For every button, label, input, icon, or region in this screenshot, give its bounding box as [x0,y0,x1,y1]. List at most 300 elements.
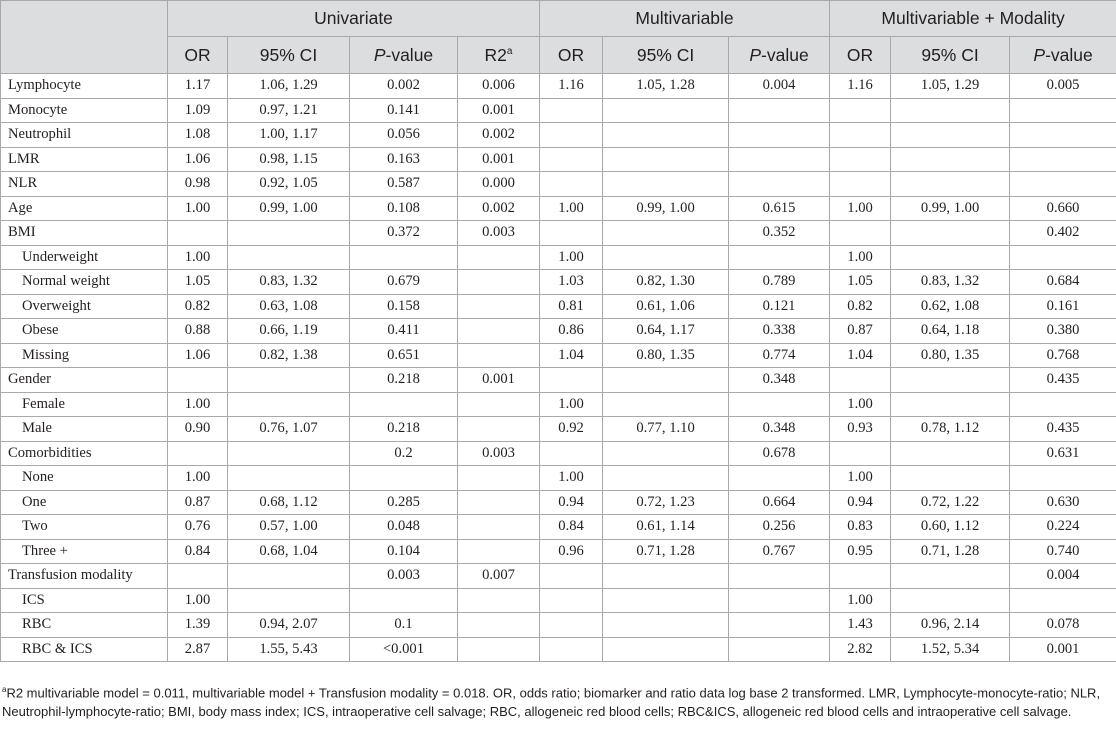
cell-uni-r2: 0.003 [458,441,540,466]
cell-mod-p: 0.004 [1010,564,1116,589]
row-label: Male [1,417,168,442]
cell-multi-ci [603,613,729,638]
cell-multi-ci [603,466,729,491]
cell-mod-p: 0.005 [1010,74,1116,99]
cell-multi-or [540,123,603,148]
cell-multi-ci [603,98,729,123]
cell-mod-or [830,221,891,246]
cell-multi-or: 0.94 [540,490,603,515]
cell-multi-p: 0.004 [729,74,830,99]
table-row [1,515,1116,540]
cell-multi-p: 0.774 [729,343,830,368]
table-row [1,147,1116,172]
table-row [1,441,1116,466]
row-label: Age [1,196,168,221]
cell-multi-p: 0.256 [729,515,830,540]
cell-mod-ci: 0.72, 1.22 [891,490,1010,515]
cell-mod-ci: 0.96, 2.14 [891,613,1010,638]
table-row [1,74,1116,99]
cell-mod-or: 1.05 [830,270,891,295]
row-label: Obese [1,319,168,344]
table-row [1,637,1116,662]
row-label: Gender [1,368,168,393]
cell-multi-or [540,172,603,197]
cell-uni-ci [228,392,350,417]
group-header-multivariable-modality: Multivariable + Modality [830,1,1116,37]
cell-mod-ci: 0.99, 1.00 [891,196,1010,221]
cell-uni-p: 0.1 [350,613,458,638]
cell-multi-or [540,98,603,123]
col-header-or: OR [540,37,603,74]
cell-mod-ci: 0.62, 1.08 [891,294,1010,319]
cell-mod-or: 0.95 [830,539,891,564]
cell-mod-or: 0.93 [830,417,891,442]
cell-mod-or: 2.82 [830,637,891,662]
cell-uni-r2 [458,588,540,613]
cell-uni-r2 [458,343,540,368]
cell-mod-ci [891,392,1010,417]
cell-mod-or: 1.00 [830,392,891,417]
table-row [1,221,1116,246]
cell-mod-ci: 0.80, 1.35 [891,343,1010,368]
cell-multi-ci [603,564,729,589]
cell-multi-ci [603,368,729,393]
cell-mod-or: 0.83 [830,515,891,540]
table-row [1,294,1116,319]
cell-uni-r2: 0.001 [458,368,540,393]
cell-uni-r2: 0.001 [458,147,540,172]
cell-mod-p [1010,123,1116,148]
cell-uni-p: 0.104 [350,539,458,564]
cell-uni-p: 0.587 [350,172,458,197]
cell-multi-ci: 0.77, 1.10 [603,417,729,442]
cell-uni-r2 [458,417,540,442]
cell-mod-or [830,98,891,123]
table-row [1,392,1116,417]
row-label: Normal weight [1,270,168,295]
cell-uni-r2 [458,515,540,540]
cell-uni-p: 0.141 [350,98,458,123]
cell-uni-r2: 0.002 [458,123,540,148]
cell-mod-or: 1.00 [830,196,891,221]
col-header-ci: 95% CI [891,37,1010,74]
cell-multi-or [540,588,603,613]
table-row [1,564,1116,589]
cell-uni-or: 2.87 [168,637,228,662]
cell-uni-or: 0.84 [168,539,228,564]
cell-mod-p: 0.684 [1010,270,1116,295]
row-label: BMI [1,221,168,246]
cell-uni-ci [228,368,350,393]
cell-uni-r2 [458,319,540,344]
cell-multi-p [729,172,830,197]
cell-multi-ci: 1.05, 1.28 [603,74,729,99]
group-header-multivariable: Multivariable [540,1,830,37]
table-row [1,196,1116,221]
cell-multi-or [540,221,603,246]
cell-multi-ci [603,172,729,197]
cell-multi-p: 0.789 [729,270,830,295]
cell-uni-or: 1.00 [168,245,228,270]
row-label: One [1,490,168,515]
cell-mod-ci [891,147,1010,172]
cell-uni-or [168,221,228,246]
cell-mod-ci: 1.52, 5.34 [891,637,1010,662]
cell-uni-or: 1.06 [168,147,228,172]
col-header-p-value: P-value [350,37,458,74]
cell-multi-p: 0.664 [729,490,830,515]
cell-uni-p [350,245,458,270]
cell-mod-p: 0.660 [1010,196,1116,221]
table-row [1,466,1116,491]
cell-uni-or: 1.00 [168,392,228,417]
cell-uni-r2: 0.003 [458,221,540,246]
cell-multi-p: 0.338 [729,319,830,344]
cell-mod-p [1010,98,1116,123]
table-row [1,613,1116,638]
cell-multi-ci [603,588,729,613]
cell-multi-p [729,245,830,270]
cell-multi-p [729,466,830,491]
cell-uni-ci: 0.68, 1.04 [228,539,350,564]
col-header-or: OR [830,37,891,74]
cell-uni-p: 0.411 [350,319,458,344]
row-label: RBC [1,613,168,638]
cell-mod-or: 1.00 [830,588,891,613]
cell-mod-p: 0.402 [1010,221,1116,246]
col-header-p-value: P-value [729,37,830,74]
cell-uni-ci: 1.00, 1.17 [228,123,350,148]
cell-uni-ci: 0.83, 1.32 [228,270,350,295]
cell-mod-p: 0.380 [1010,319,1116,344]
table-row [1,270,1116,295]
cell-multi-ci [603,221,729,246]
cell-multi-ci: 0.99, 1.00 [603,196,729,221]
table-row [1,245,1116,270]
cell-multi-or [540,441,603,466]
cell-multi-p [729,123,830,148]
cell-multi-or: 0.84 [540,515,603,540]
cell-uni-or: 1.08 [168,123,228,148]
cell-multi-p [729,588,830,613]
cell-mod-ci: 0.71, 1.28 [891,539,1010,564]
cell-uni-p: 0.158 [350,294,458,319]
cell-uni-ci: 0.82, 1.38 [228,343,350,368]
cell-uni-ci [228,564,350,589]
group-header-univariate: Univariate [168,1,540,37]
cell-mod-or: 1.00 [830,466,891,491]
header-empty-cell [1,1,168,74]
cell-uni-ci: 0.68, 1.12 [228,490,350,515]
cell-multi-ci: 0.64, 1.17 [603,319,729,344]
footnote-marker: a [2,685,7,694]
cell-uni-ci: 0.97, 1.21 [228,98,350,123]
cell-uni-r2 [458,539,540,564]
col-header-ci: 95% CI [603,37,729,74]
cell-multi-p: 0.121 [729,294,830,319]
cell-mod-or [830,147,891,172]
row-label: Overweight [1,294,168,319]
table-row [1,368,1116,393]
table-row [1,417,1116,442]
cell-multi-or: 1.00 [540,245,603,270]
cell-uni-or: 0.88 [168,319,228,344]
cell-multi-or: 1.04 [540,343,603,368]
cell-uni-p: 0.002 [350,74,458,99]
cell-uni-ci [228,245,350,270]
col-header-ci: 95% CI [228,37,350,74]
cell-multi-p: 0.767 [729,539,830,564]
cell-uni-or: 1.09 [168,98,228,123]
cell-uni-ci [228,441,350,466]
cell-uni-r2 [458,270,540,295]
cell-uni-p [350,392,458,417]
cell-uni-or: 1.39 [168,613,228,638]
cell-multi-ci: 0.61, 1.06 [603,294,729,319]
row-label: Three + [1,539,168,564]
cell-uni-r2: 0.007 [458,564,540,589]
cell-uni-ci: 1.55, 5.43 [228,637,350,662]
cell-multi-or: 0.86 [540,319,603,344]
cell-uni-or: 0.90 [168,417,228,442]
cell-uni-p: 0.218 [350,417,458,442]
cell-multi-ci: 0.82, 1.30 [603,270,729,295]
cell-multi-ci [603,392,729,417]
row-label: NLR [1,172,168,197]
col-header-r2: R2$^a$ [458,37,540,74]
cell-uni-ci [228,466,350,491]
row-label: Transfusion modality [1,564,168,589]
cell-uni-ci: 1.06, 1.29 [228,74,350,99]
cell-mod-p: 0.161 [1010,294,1116,319]
cell-uni-r2: 0.006 [458,74,540,99]
cell-mod-p: 0.078 [1010,613,1116,638]
cell-multi-p [729,98,830,123]
cell-uni-p [350,588,458,613]
cell-uni-r2 [458,490,540,515]
col-header-p-value: P-value [1010,37,1116,74]
cell-multi-ci [603,147,729,172]
cell-mod-p: 0.435 [1010,368,1116,393]
cell-uni-ci: 0.94, 2.07 [228,613,350,638]
cell-mod-ci [891,123,1010,148]
cell-uni-or: 1.00 [168,196,228,221]
table-row [1,343,1116,368]
cell-mod-p [1010,172,1116,197]
cell-multi-p: 0.615 [729,196,830,221]
cell-mod-or [830,441,891,466]
cell-uni-p: 0.003 [350,564,458,589]
cell-multi-p [729,392,830,417]
table-row [1,98,1116,123]
cell-multi-or: 1.00 [540,196,603,221]
cell-uni-ci: 0.98, 1.15 [228,147,350,172]
cell-multi-p: 0.348 [729,417,830,442]
cell-mod-ci [891,466,1010,491]
cell-uni-p: 0.163 [350,147,458,172]
cell-mod-p: 0.630 [1010,490,1116,515]
cell-multi-p: 0.348 [729,368,830,393]
cell-multi-p [729,147,830,172]
cell-mod-or [830,172,891,197]
cell-mod-p [1010,392,1116,417]
cell-uni-p: 0.218 [350,368,458,393]
cell-multi-or [540,637,603,662]
cell-uni-p: 0.679 [350,270,458,295]
cell-multi-or: 0.96 [540,539,603,564]
cell-multi-or: 0.92 [540,417,603,442]
cell-mod-or: 0.87 [830,319,891,344]
cell-mod-or [830,123,891,148]
cell-mod-ci: 0.60, 1.12 [891,515,1010,540]
cell-mod-ci: 0.64, 1.18 [891,319,1010,344]
cell-mod-p: 0.768 [1010,343,1116,368]
cell-mod-ci [891,172,1010,197]
row-label: Female [1,392,168,417]
cell-uni-r2 [458,245,540,270]
cell-multi-p: 0.352 [729,221,830,246]
cell-mod-or: 1.16 [830,74,891,99]
cell-uni-r2 [458,637,540,662]
cell-uni-p: 0.108 [350,196,458,221]
cell-mod-p: 0.435 [1010,417,1116,442]
cell-mod-p [1010,588,1116,613]
row-label: Neutrophil [1,123,168,148]
cell-uni-ci: 0.92, 1.05 [228,172,350,197]
row-label: Lymphocyte [1,74,168,99]
cell-mod-or: 0.82 [830,294,891,319]
cell-uni-ci: 0.57, 1.00 [228,515,350,540]
cell-multi-ci [603,123,729,148]
cell-mod-ci [891,368,1010,393]
table-row [1,588,1116,613]
table-body [1,74,1116,662]
cell-uni-r2: 0.000 [458,172,540,197]
cell-multi-or: 1.16 [540,74,603,99]
row-label: Underweight [1,245,168,270]
table-row [1,123,1116,148]
cell-uni-p [350,466,458,491]
row-label: Missing [1,343,168,368]
cell-multi-or: 1.00 [540,466,603,491]
cell-uni-ci: 0.63, 1.08 [228,294,350,319]
cell-uni-r2 [458,466,540,491]
cell-uni-ci: 0.66, 1.19 [228,319,350,344]
table-row [1,490,1116,515]
cell-mod-p [1010,147,1116,172]
cell-multi-or: 1.00 [540,392,603,417]
cell-mod-ci [891,98,1010,123]
col-header-or: OR [168,37,228,74]
row-label: ICS [1,588,168,613]
cell-uni-or: 0.87 [168,490,228,515]
cell-uni-p: 0.048 [350,515,458,540]
cell-mod-ci [891,221,1010,246]
cell-mod-ci: 0.83, 1.32 [891,270,1010,295]
cell-multi-ci [603,245,729,270]
cell-mod-or [830,564,891,589]
cell-mod-ci [891,245,1010,270]
cell-uni-or: 1.00 [168,466,228,491]
row-label: Two [1,515,168,540]
row-label: None [1,466,168,491]
cell-multi-ci: 0.80, 1.35 [603,343,729,368]
cell-uni-ci [228,221,350,246]
cell-uni-ci [228,588,350,613]
cell-mod-p [1010,466,1116,491]
cell-mod-p: 0.001 [1010,637,1116,662]
row-label: LMR [1,147,168,172]
cell-multi-p [729,613,830,638]
cell-multi-or [540,564,603,589]
cell-multi-p [729,564,830,589]
cell-multi-ci: 0.61, 1.14 [603,515,729,540]
cell-mod-ci [891,588,1010,613]
cell-uni-p: 0.2 [350,441,458,466]
cell-mod-p: 0.631 [1010,441,1116,466]
cell-mod-p [1010,245,1116,270]
table-row [1,539,1116,564]
cell-uni-p: 0.651 [350,343,458,368]
cell-multi-or [540,368,603,393]
row-label: RBC & ICS [1,637,168,662]
cell-multi-ci: 0.71, 1.28 [603,539,729,564]
cell-multi-ci [603,637,729,662]
cell-mod-or: 1.43 [830,613,891,638]
cell-uni-or: 1.06 [168,343,228,368]
table-row [1,172,1116,197]
cell-uni-or: 1.05 [168,270,228,295]
cell-mod-or: 1.04 [830,343,891,368]
row-label: Comorbidities [1,441,168,466]
footnote [2,681,1112,721]
cell-mod-p: 0.224 [1010,515,1116,540]
cell-multi-or: 1.03 [540,270,603,295]
cell-mod-ci: 0.78, 1.12 [891,417,1010,442]
cell-multi-or [540,613,603,638]
cell-multi-p: 0.678 [729,441,830,466]
cell-uni-or: 1.00 [168,588,228,613]
cell-mod-ci [891,564,1010,589]
cell-multi-p [729,637,830,662]
cell-uni-or: 1.17 [168,74,228,99]
cell-uni-or: 0.98 [168,172,228,197]
cell-mod-or: 0.94 [830,490,891,515]
footnote-text: R2 multivariable model = 0.011, multivariable model + Transfusion modality = 0.018. OR, odds ratio; biomarker and ratio data log base 2 transformed. LMR, Lymphocyte-monocyte-ratio; NLR, Neutrophil-lymphocyte-ratio; BMI, body mass index; ICS, intraoperative cell salvage; RBC, allogeneic red blood cells; RBC&ICS, allogeneic red blood cells and intraoperative cell salvage. [2,685,1101,719]
cell-uni-or: 0.76 [168,515,228,540]
cell-mod-or [830,368,891,393]
cell-multi-or: 0.81 [540,294,603,319]
cell-mod-p: 0.740 [1010,539,1116,564]
cell-uni-or [168,564,228,589]
cell-uni-or: 0.82 [168,294,228,319]
cell-uni-p: 0.285 [350,490,458,515]
cell-uni-ci: 0.76, 1.07 [228,417,350,442]
cell-uni-or [168,368,228,393]
cell-uni-ci: 0.99, 1.00 [228,196,350,221]
cell-multi-ci: 0.72, 1.23 [603,490,729,515]
cell-mod-ci: 1.05, 1.29 [891,74,1010,99]
cell-uni-p: 0.372 [350,221,458,246]
cell-uni-p: <0.001 [350,637,458,662]
table-row [1,319,1116,344]
row-label: Monocyte [1,98,168,123]
cell-uni-r2 [458,294,540,319]
cell-uni-or [168,441,228,466]
cell-multi-or [540,147,603,172]
cell-multi-ci [603,441,729,466]
cell-uni-r2: 0.001 [458,98,540,123]
